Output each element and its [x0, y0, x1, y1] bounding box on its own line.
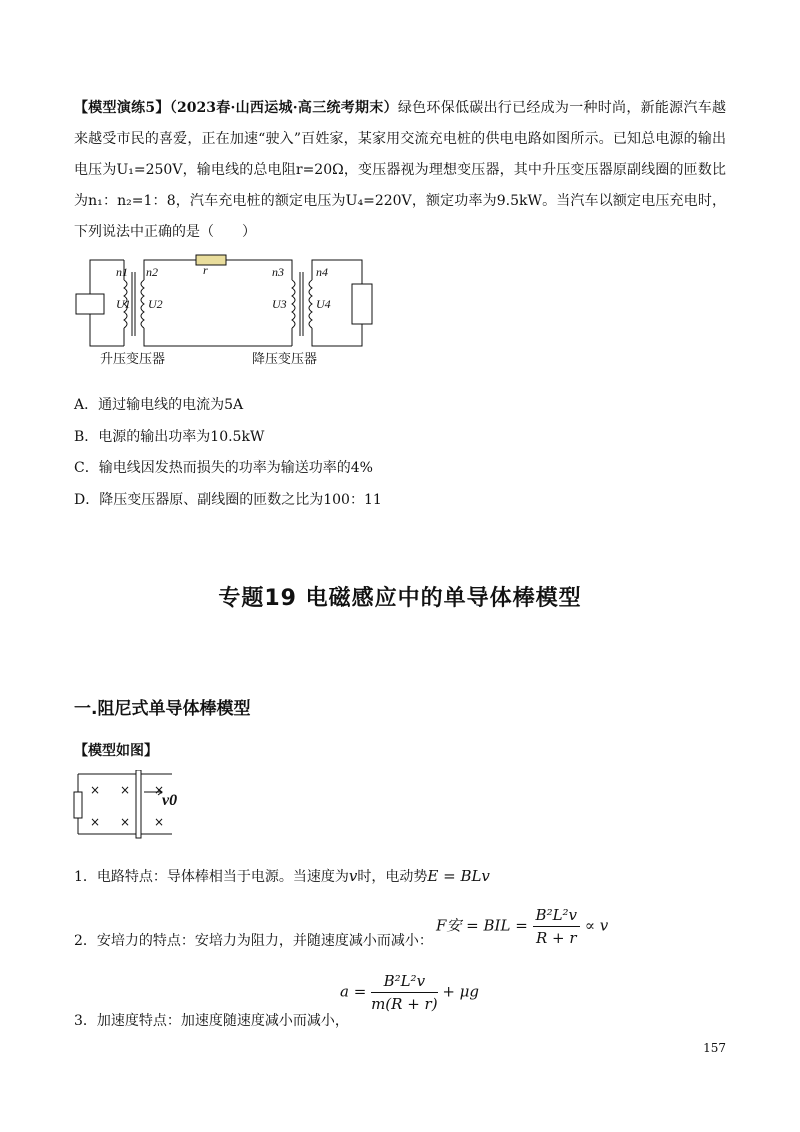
- label-step-up: 升压变压器: [100, 352, 166, 367]
- label-u2: U2: [148, 297, 163, 311]
- label-n4: n4: [316, 265, 328, 279]
- model-subheading: 【模型如图】: [74, 743, 158, 759]
- load-resistor: [352, 284, 372, 324]
- problem-text: 绿色环保低碳出行已经成为一种时尚，新能源汽车越来越受市民的喜爱，正在加速“驶入”百姓家，某家用交流充电桩的供电电路如图所示。已知总电源的输出电压为U₁=250V，输电线的总电阻r=20Ω，变压器视为理想变压器，其中升压变压器原副线圈的匝数比为n₁：n₂=1：8，汽车充电桩的额定电压为U₄=220V，额定功率为9.5kW。当汽车以额定电压充电时，下列说法中正确的是（ ）: [74, 100, 727, 240]
- power-source: [76, 294, 104, 314]
- label-u4: U4: [316, 297, 331, 311]
- item-1: 1．电路特点：导体棒相当于电源。当速度为v时，电动势E = BLv: [74, 867, 490, 885]
- option-c: C．输电线因发热而损失的功率为输送功率的4%: [74, 460, 373, 476]
- label-n2: n2: [146, 265, 158, 279]
- label-step-down: 降压变压器: [252, 352, 318, 367]
- field-cross: ×: [90, 815, 101, 829]
- ampere-force-formula: F安 = BIL = $\frac{\text{B²L²v}}{R + r}$ ∝ v: [436, 906, 609, 947]
- emf-formula: E = BLv: [427, 867, 490, 885]
- problem-source: （2023春·山西运城·高三统考期末）: [169, 100, 398, 116]
- page-number: 157: [703, 1041, 726, 1055]
- rod-model-figure: [72, 770, 192, 840]
- option-b: B．电源的输出功率为10.5kW: [74, 429, 265, 445]
- option-d: D．降压变压器原、副线圈的匝数之比为100：11: [74, 492, 382, 508]
- problem-tag: 【模型演练5】: [74, 100, 170, 116]
- field-cross: ×: [120, 815, 131, 829]
- field-cross: ×: [154, 783, 165, 797]
- label-u1: U1: [116, 297, 131, 311]
- acceleration-formula: a = $\frac{\text{B²L²v}}{m(R + r)}$ + μg: [340, 972, 480, 1013]
- section-heading: 一.阻尼式单导体棒模型: [74, 699, 251, 719]
- option-a: A．通过输电线的电流为5A: [74, 397, 244, 413]
- label-r: r: [203, 263, 208, 277]
- resistor: [196, 255, 226, 265]
- field-cross: ×: [120, 783, 131, 797]
- coil-n3: [292, 280, 295, 328]
- coil-n4: [309, 280, 312, 328]
- label-n1: n1: [116, 265, 128, 279]
- velocity-symbol: v: [348, 867, 358, 885]
- label-n3: n3: [272, 265, 284, 279]
- item-3-text: 3．加速度特点：加速度随速度减小而减小，: [74, 1013, 349, 1029]
- field-cross: ×: [154, 815, 165, 829]
- label-u3: U3: [272, 297, 287, 311]
- circuit-diagram: [72, 250, 382, 370]
- conductor-rod: [136, 770, 141, 838]
- velocity-label: v0: [162, 792, 178, 809]
- item-2-text: 2．安培力的特点：安培力为阻力，并随速度减小而减小：: [74, 933, 433, 949]
- field-cross: ×: [90, 783, 101, 797]
- section-title: 专题19 电磁感应中的单导体棒模型: [218, 586, 582, 611]
- damping-resistor: [74, 792, 82, 818]
- coil-n2: [141, 280, 144, 328]
- problem-paragraph: [74, 93, 726, 248]
